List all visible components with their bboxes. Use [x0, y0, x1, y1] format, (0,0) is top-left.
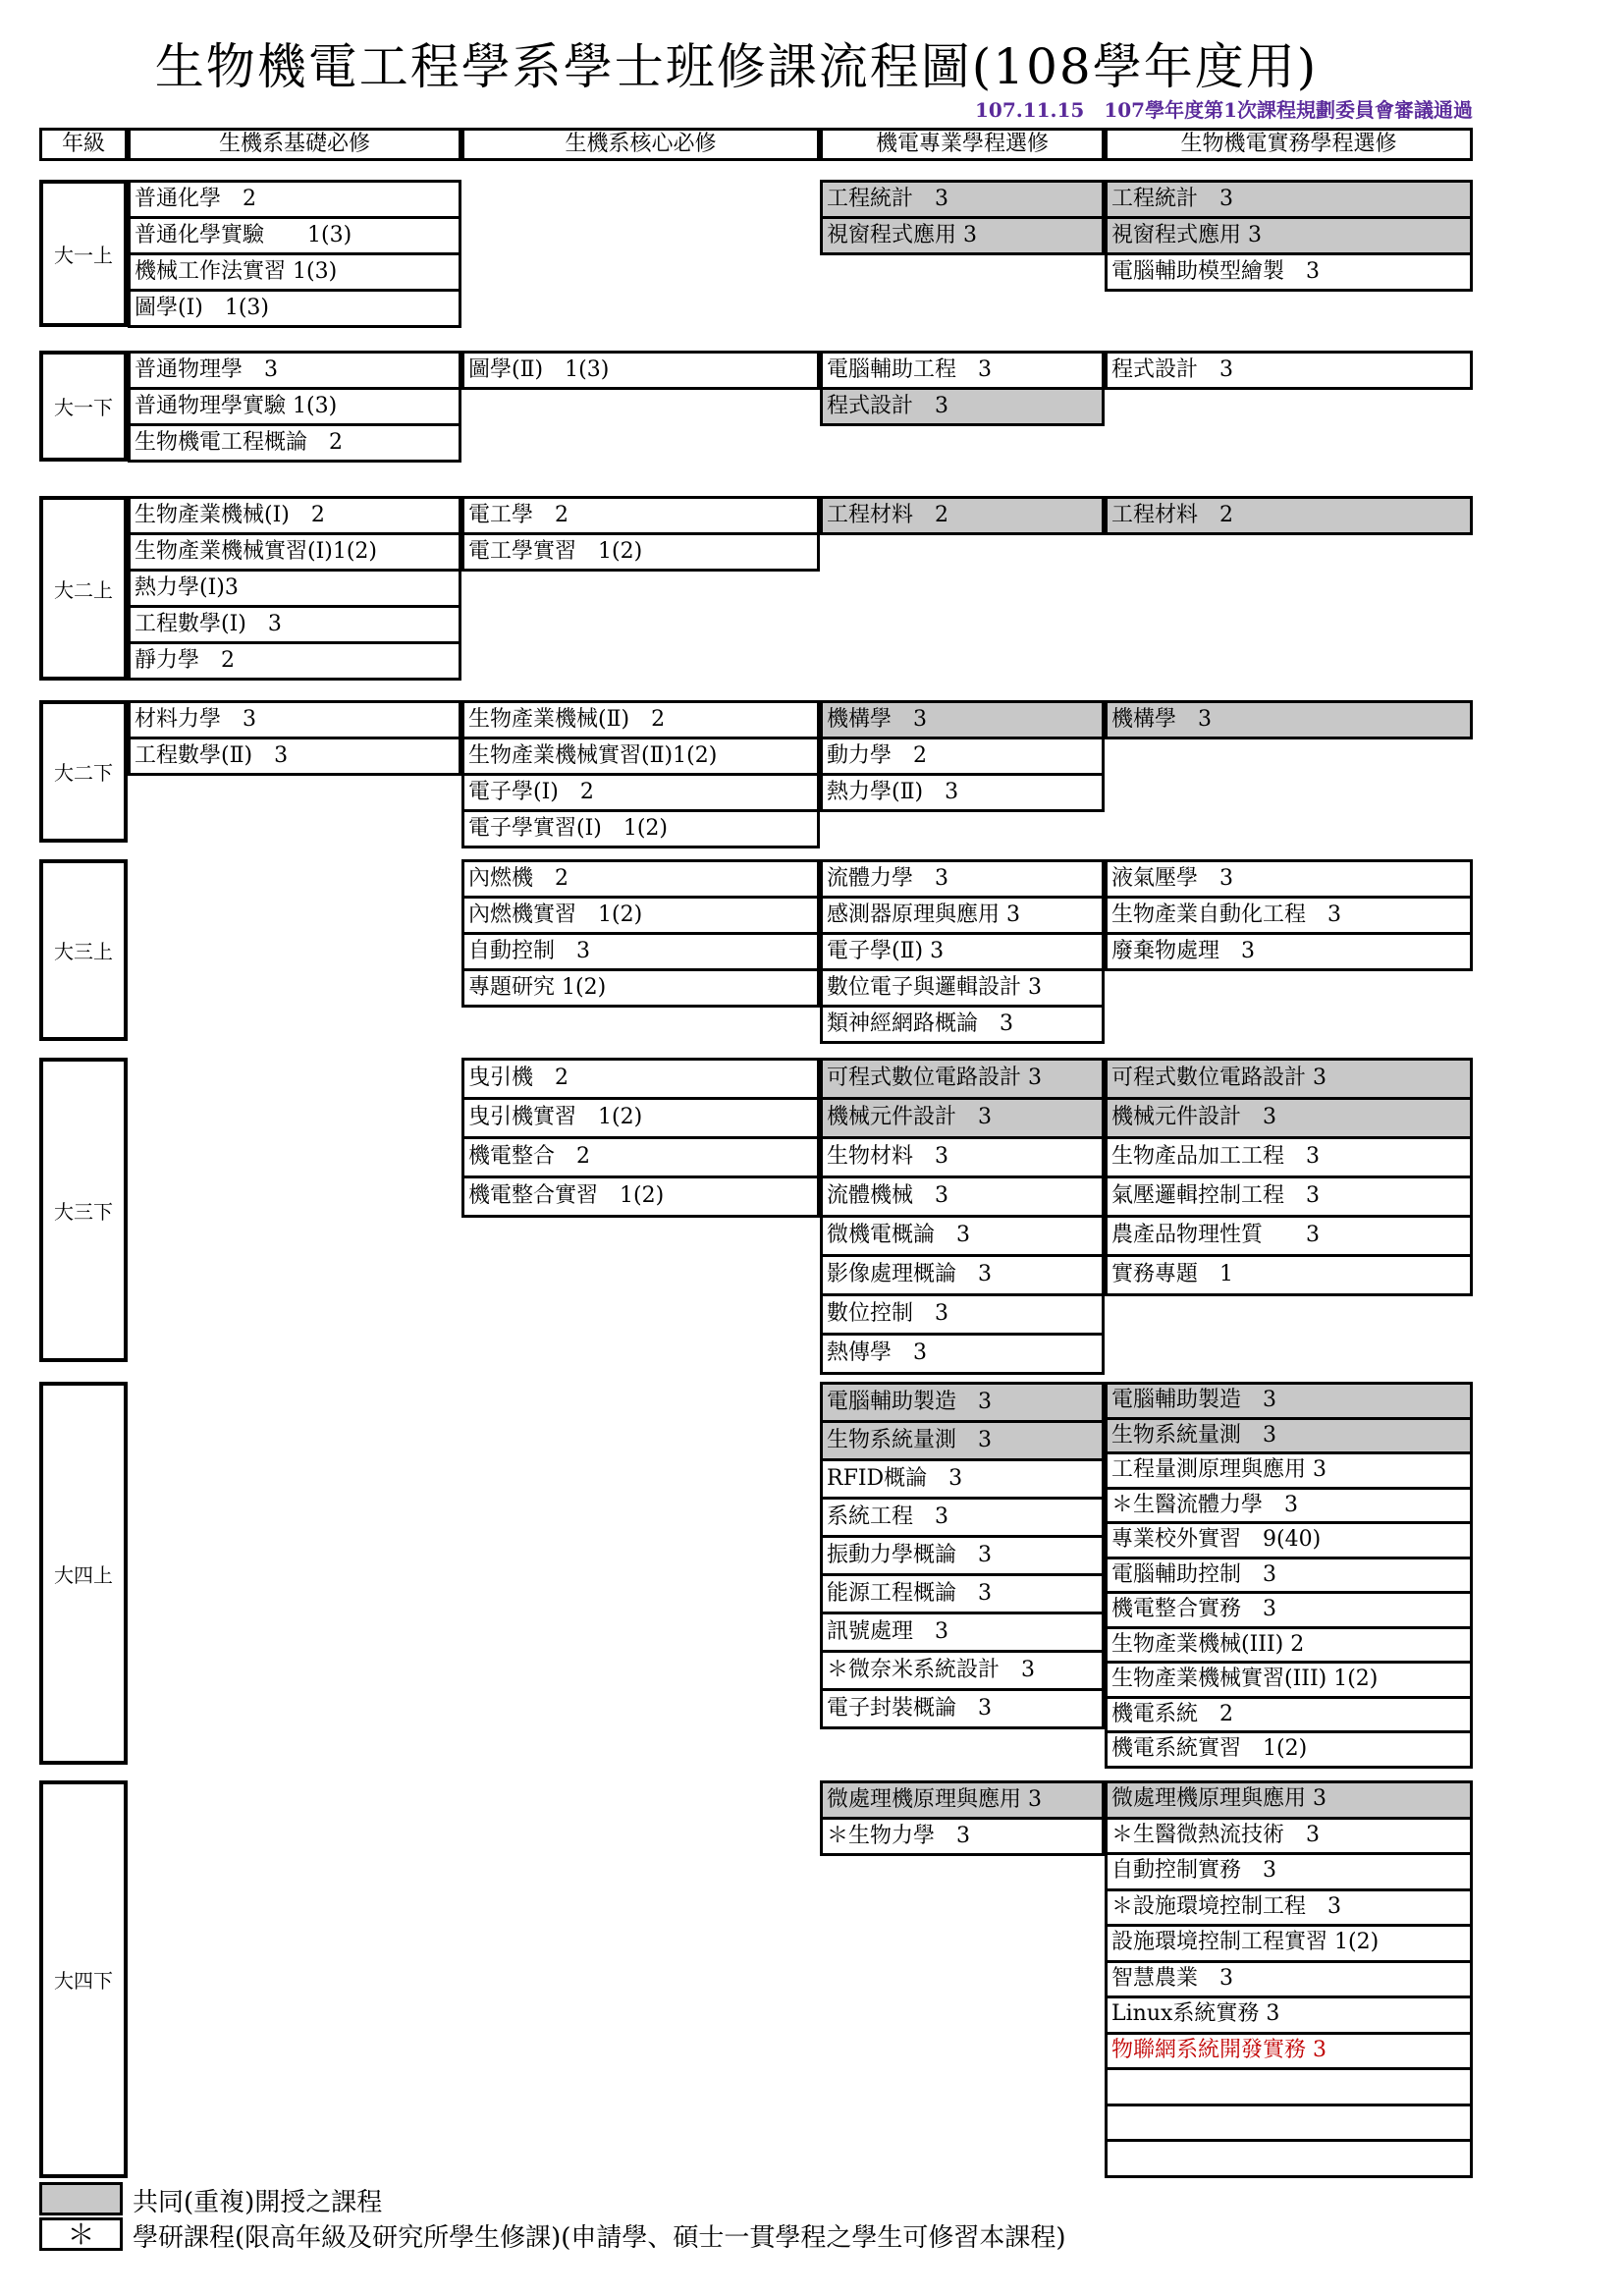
year-label: 大四下 — [39, 1780, 128, 2178]
course-cell — [1105, 2139, 1473, 2178]
course-cell: 圖學(I) 1(3) — [128, 289, 461, 328]
course-cell: 流體機械 3 — [820, 1175, 1105, 1218]
course-cell: 專業校外實習 9(40) — [1105, 1521, 1473, 1559]
course-cell: 材料力學 3 — [128, 700, 461, 739]
course-cell: 工程材料 2 — [820, 496, 1105, 535]
header-core-required: 生機系核心必修 — [461, 128, 820, 161]
course-cell: 曳引機 2 — [461, 1058, 820, 1100]
header-year: 年級 — [39, 128, 128, 161]
header-basic-required: 生機系基礎必修 — [128, 128, 461, 161]
course-cell: 生物產業機械(Ⅱ) 2 — [461, 700, 820, 739]
course-cell — [1105, 2067, 1473, 2106]
course-cell: ＊生物力學 3 — [820, 1817, 1105, 1856]
year-label: 大三上 — [39, 859, 128, 1041]
course-cell: 靜力學 2 — [128, 641, 461, 681]
course-cell: 系統工程 3 — [820, 1497, 1105, 1538]
course-cell: 生物產業機械(I) 2 — [128, 496, 461, 535]
course-cell: 農產品物理性質 3 — [1105, 1215, 1473, 1257]
course-cell: 能源工程概論 3 — [820, 1573, 1105, 1614]
page-title: 生物機電工程學系學士班修課流程圖(108學年度用) — [154, 38, 1319, 95]
course-cell: 工程數學(I) 3 — [128, 605, 461, 644]
course-cell: 機電整合實習 1(2) — [461, 1175, 820, 1218]
course-cell: 生物系統量測 3 — [1105, 1417, 1473, 1455]
course-cell: 氣壓邏輯控制工程 3 — [1105, 1175, 1473, 1218]
course-cell: 工程材料 2 — [1105, 496, 1473, 535]
course-cell: 電腦輔助製造 3 — [820, 1382, 1105, 1423]
legend-star-symbol: ＊ — [39, 2217, 123, 2251]
course-cell: 生物系統量測 3 — [820, 1420, 1105, 1461]
course-cell: RFID概論 3 — [820, 1458, 1105, 1500]
course-cell: 電腦輔助工程 3 — [820, 351, 1105, 390]
course-cell: 智慧農業 3 — [1105, 1960, 1473, 1999]
course-cell: 普通物理學 3 — [128, 351, 461, 390]
course-cell: 工程量測原理與應用 3 — [1105, 1451, 1473, 1490]
course-cell: 實務專題 1 — [1105, 1254, 1473, 1296]
course-cell: 訊號處理 3 — [820, 1612, 1105, 1653]
course-cell: 專題研究 1(2) — [461, 968, 820, 1008]
course-cell — [1105, 2104, 1473, 2143]
course-cell: 圖學(Ⅱ) 1(3) — [461, 351, 820, 390]
course-cell: 電工學 2 — [461, 496, 820, 535]
course-cell: 電腦輔助製造 3 — [1105, 1382, 1473, 1420]
course-cell: 振動力學概論 3 — [820, 1535, 1105, 1576]
legend-shared-label: 共同(重複)開授之課程 — [133, 2188, 383, 2217]
approval-note: 107.11.15 107學年度第1次課程規劃委員會審議通過 — [974, 98, 1473, 122]
course-cell: 自動控制 3 — [461, 932, 820, 971]
year-label: 大二上 — [39, 496, 128, 681]
year-label: 大三下 — [39, 1058, 128, 1362]
course-cell: 生物產業機械實習(I)1(2) — [128, 532, 461, 572]
course-cell: 生物材料 3 — [820, 1136, 1105, 1178]
course-cell: 微處理機原理與應用 3 — [820, 1780, 1105, 1820]
course-cell: 電子學(Ⅰ) 2 — [461, 773, 820, 812]
course-cell: 流體力學 3 — [820, 859, 1105, 899]
course-cell: 內燃機實習 1(2) — [461, 896, 820, 935]
course-cell: 機械工作法實習 1(3) — [128, 252, 461, 292]
header-practice-elective: 生物機電實務學程選修 — [1105, 128, 1473, 161]
legend-shared-swatch — [39, 2182, 123, 2215]
course-cell: 動力學 2 — [820, 737, 1105, 776]
course-cell: 廢棄物處理 3 — [1105, 932, 1473, 971]
course-cell: 內燃機 2 — [461, 859, 820, 899]
course-cell: 數位控制 3 — [820, 1293, 1105, 1336]
course-cell: 工程統計 3 — [820, 180, 1105, 219]
course-cell: 機械元件設計 3 — [820, 1097, 1105, 1139]
course-cell: 生物產品加工工程 3 — [1105, 1136, 1473, 1178]
course-cell: 生物產業機械實習(III) 1(2) — [1105, 1661, 1473, 1699]
course-cell: 設施環境控制工程實習 1(2) — [1105, 1924, 1473, 1963]
course-cell: 程式設計 3 — [820, 387, 1105, 426]
course-cell: 機械元件設計 3 — [1105, 1097, 1473, 1139]
header-mechatronics-elective: 機電專業學程選修 — [820, 128, 1105, 161]
course-cell: 電子學(Ⅱ) 3 — [820, 932, 1105, 971]
course-cell: 工程統計 3 — [1105, 180, 1473, 219]
course-cell: 生物產業機械實習(Ⅱ)1(2) — [461, 737, 820, 776]
course-cell: 電腦輔助控制 3 — [1105, 1557, 1473, 1595]
course-cell: 程式設計 3 — [1105, 351, 1473, 390]
course-cell: 物聯網系統開發實務 3 — [1105, 2032, 1473, 2071]
course-cell: 電腦輔助模型繪製 3 — [1105, 252, 1473, 292]
course-cell: 感測器原理與應用 3 — [820, 896, 1105, 935]
year-label: 大一上 — [39, 180, 128, 327]
course-cell: 工程數學(Ⅱ) 3 — [128, 737, 461, 776]
course-cell: 電子學實習(Ⅰ) 1(2) — [461, 809, 820, 848]
course-cell: 普通物理學實驗 1(3) — [128, 387, 461, 426]
course-cell: 電子封裝概論 3 — [820, 1688, 1105, 1729]
year-label: 大二下 — [39, 700, 128, 843]
course-cell: 曳引機實習 1(2) — [461, 1097, 820, 1139]
course-cell: 電工學實習 1(2) — [461, 532, 820, 572]
year-label: 大一下 — [39, 351, 128, 462]
course-cell: ＊生醫流體力學 3 — [1105, 1487, 1473, 1525]
course-cell: 生物產業自動化工程 3 — [1105, 896, 1473, 935]
course-cell: 自動控制實務 3 — [1105, 1852, 1473, 1891]
course-cell: 熱力學(Ⅱ) 3 — [820, 773, 1105, 812]
course-cell: 數位電子與邏輯設計 3 — [820, 968, 1105, 1008]
course-cell: 機電系統實習 1(2) — [1105, 1730, 1473, 1769]
course-cell: 普通化學 2 — [128, 180, 461, 219]
course-cell: 生物機電工程概論 2 — [128, 423, 461, 463]
course-cell: 機構學 3 — [1105, 700, 1473, 739]
course-cell: 微處理機原理與應用 3 — [1105, 1780, 1473, 1820]
course-cell: 機構學 3 — [820, 700, 1105, 739]
course-cell: 類神經網路概論 3 — [820, 1005, 1105, 1044]
course-cell: 機電整合實務 3 — [1105, 1591, 1473, 1629]
course-cell: ＊生醫微熱流技術 3 — [1105, 1817, 1473, 1856]
course-cell: 微機電概論 3 — [820, 1215, 1105, 1257]
course-cell: 視窗程式應用 3 — [1105, 216, 1473, 255]
course-cell: 影像處理概論 3 — [820, 1254, 1105, 1296]
year-label: 大四上 — [39, 1382, 128, 1765]
course-cell: 普通化學實驗 1(3) — [128, 216, 461, 255]
legend-star-label: 學研課程(限高年級及研究所學生修課)(申請學、碩士一貫學程之學生可修習本課程) — [133, 2223, 1066, 2253]
course-cell: 熱傳學 3 — [820, 1333, 1105, 1375]
course-cell: Linux系統實務 3 — [1105, 1995, 1473, 2035]
course-cell: 機電系統 2 — [1105, 1696, 1473, 1734]
course-cell: ＊微奈米系統設計 3 — [820, 1650, 1105, 1691]
course-cell: 可程式數位電路設計 3 — [820, 1058, 1105, 1100]
course-cell: 液氣壓學 3 — [1105, 859, 1473, 899]
course-cell: 機電整合 2 — [461, 1136, 820, 1178]
course-cell: ＊設施環境控制工程 3 — [1105, 1888, 1473, 1928]
course-cell: 生物產業機械(III) 2 — [1105, 1626, 1473, 1665]
course-cell: 可程式數位電路設計 3 — [1105, 1058, 1473, 1100]
course-cell: 視窗程式應用 3 — [820, 216, 1105, 255]
course-cell: 熱力學(I)3 — [128, 569, 461, 608]
